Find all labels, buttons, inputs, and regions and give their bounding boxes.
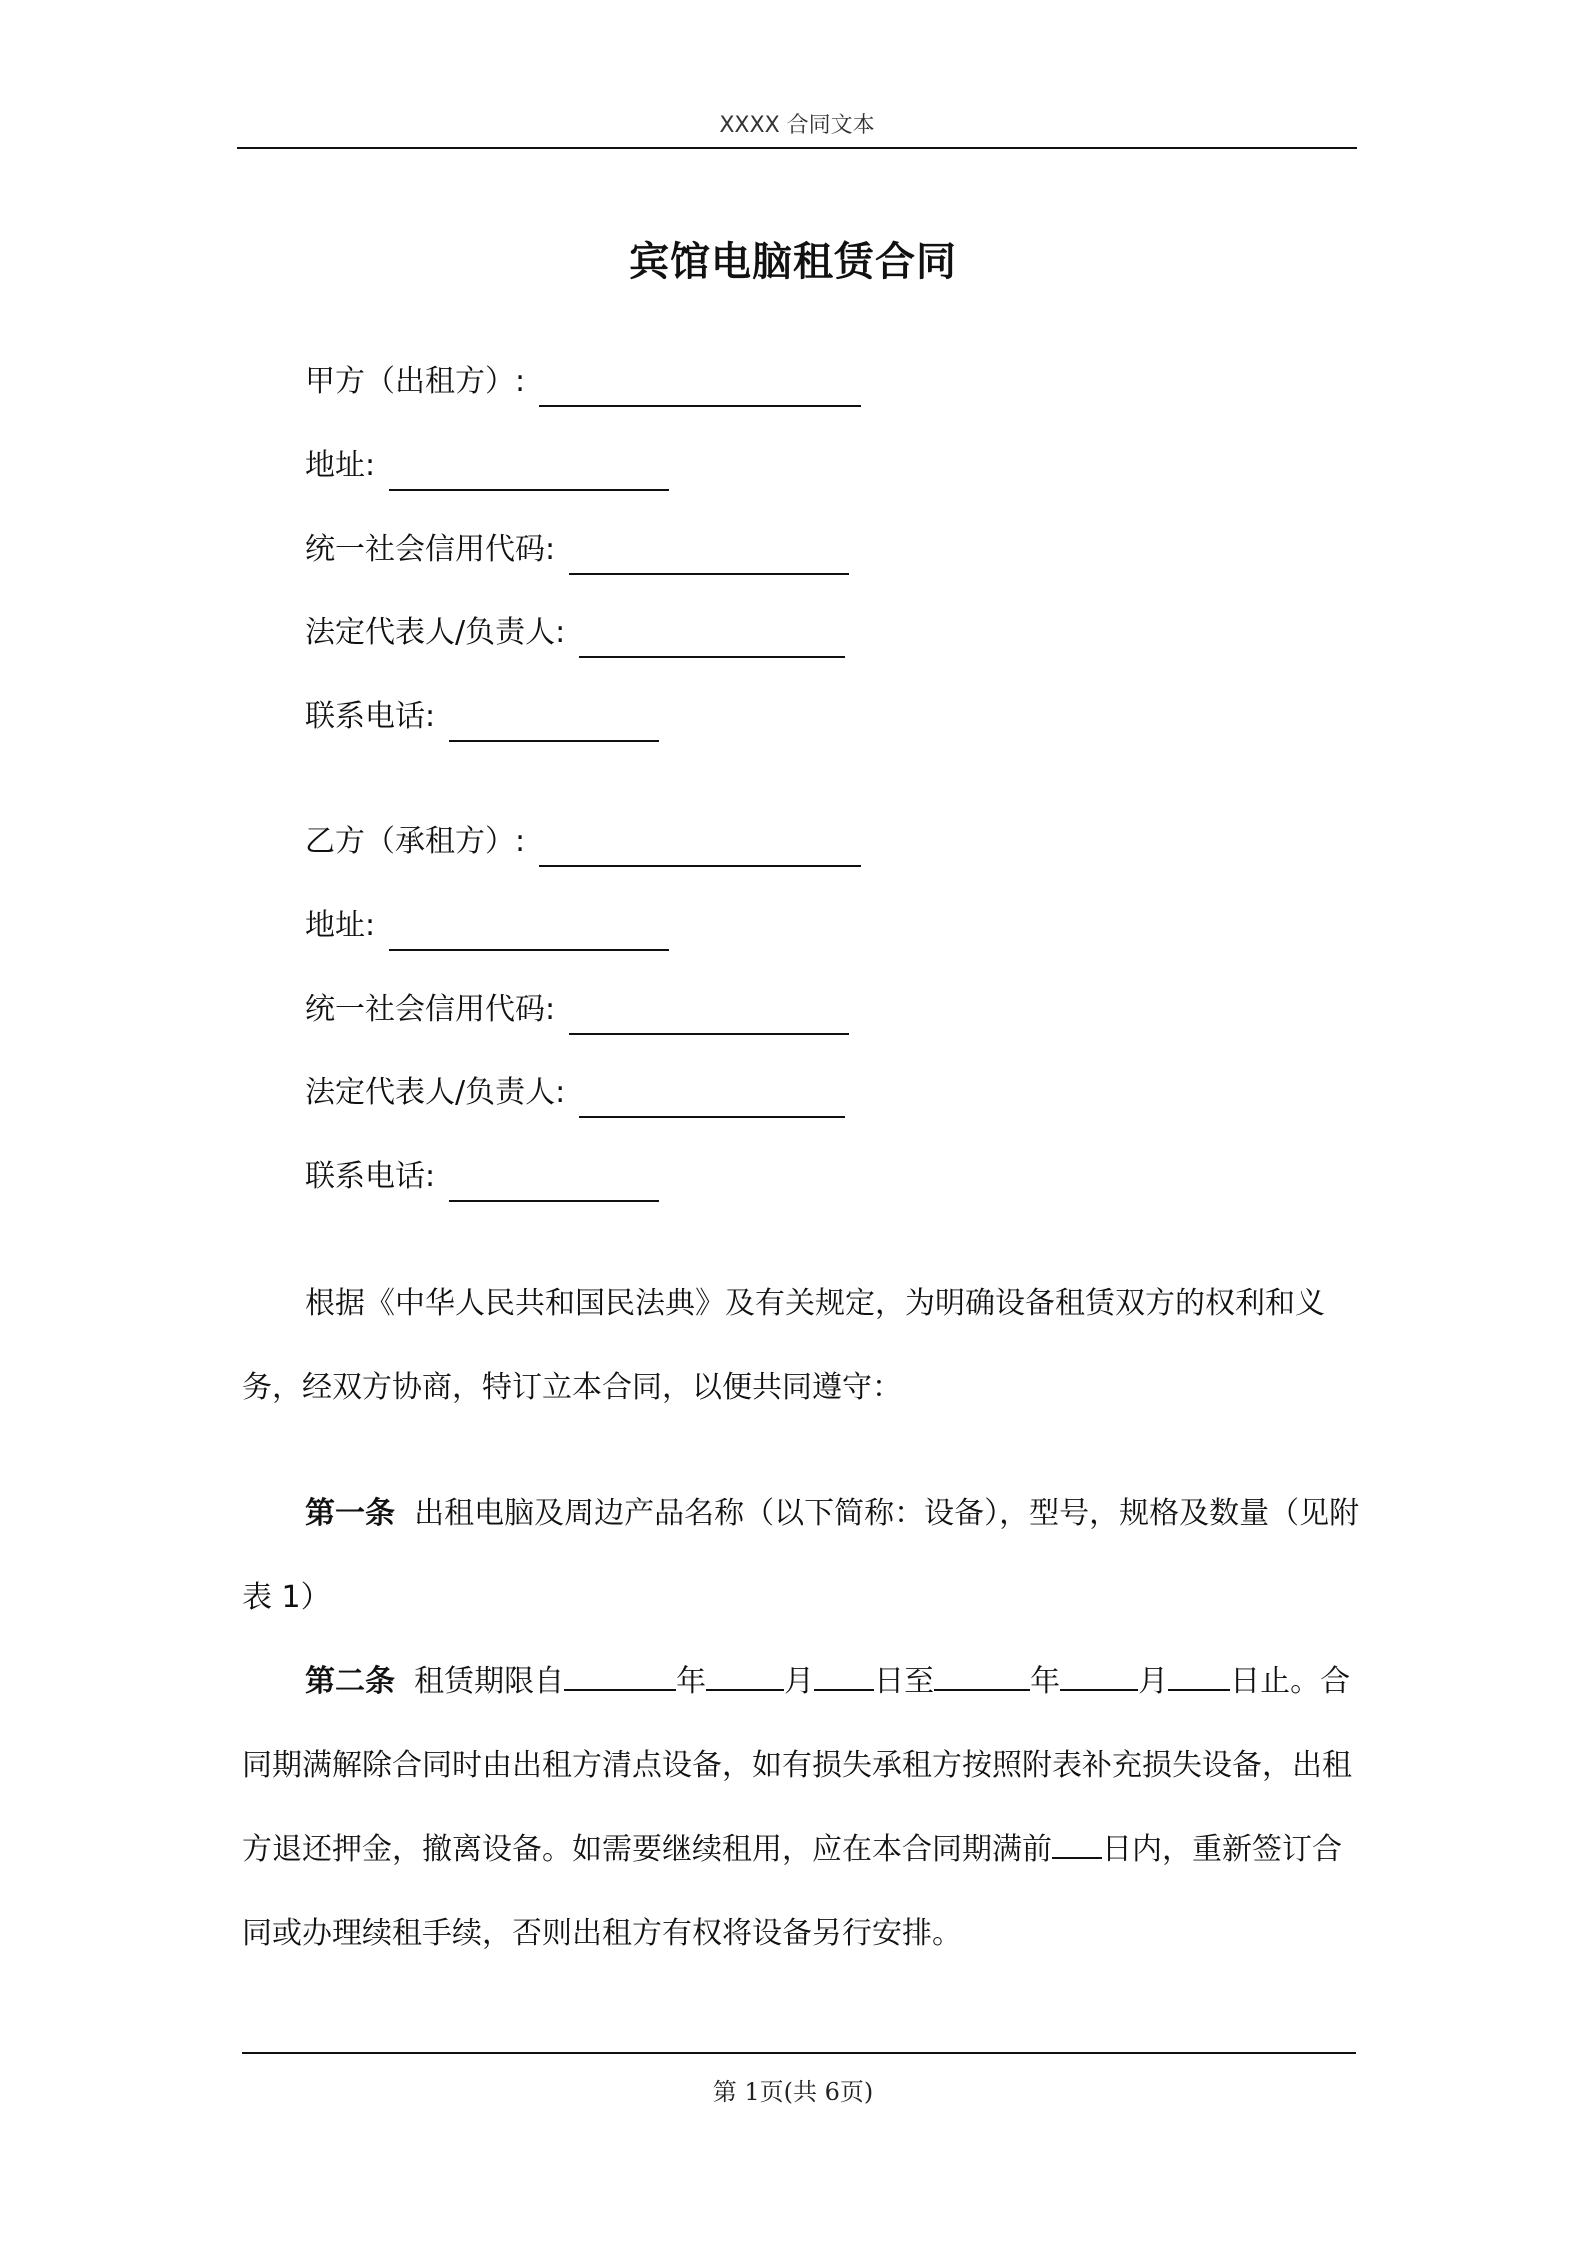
article-2-text-7: 日止。合同期满解除合同时由出租方清点设备，如有损失承租方按照附表补充损失设备，出租方退还押金，撤离设备。如需要继续租用，应在本合同期满前 (242, 1664, 1352, 1867)
party-a-address-blank (389, 455, 669, 491)
end-year-blank (934, 1655, 1030, 1691)
page-footer: 第 1页(共 6页) (712, 2078, 874, 2106)
end-day-blank (1168, 1655, 1230, 1691)
party-a-phone-label: 联系电话: (305, 699, 436, 734)
party-a-address-field (305, 441, 669, 491)
article-2-text-2: 年 (676, 1664, 707, 1699)
party-b-phone-label: 联系电话: (305, 1159, 436, 1194)
article-2-heading: 第二条 (305, 1664, 395, 1699)
article-2-text-6: 月 (1138, 1664, 1169, 1699)
party-a-representative-field (305, 608, 845, 658)
party-a-credit-code-blank (569, 539, 849, 575)
article-1 (242, 1472, 1362, 1640)
article-1-heading: 第一条 (305, 1496, 395, 1531)
party-a-representative-blank (579, 622, 845, 658)
intro-paragraph (242, 1262, 1362, 1430)
start-month-blank (706, 1655, 784, 1691)
start-year-blank (564, 1655, 676, 1691)
party-a-name-blank (539, 371, 861, 407)
party-b-phone-field (305, 1152, 659, 1202)
party-a-phone-field (305, 692, 659, 742)
party-b-credit-code-field (305, 985, 849, 1035)
party-a-name-label: 甲方（出租方）: (305, 364, 526, 399)
party-b-address-label: 地址: (305, 908, 376, 943)
article-1-text: 出租电脑及周边产品名称（以下简称：设备），型号，规格及数量（见附表 1） (242, 1496, 1360, 1615)
party-b-address-field (305, 901, 669, 951)
party-b-representative-field (305, 1068, 845, 1118)
header-divider (237, 147, 1357, 149)
article-2-text-8: 日内，重新签订合同或办理续租手续，否则出租方有权将设备另行安排。 (242, 1832, 1342, 1951)
party-a-address-label: 地址: (305, 448, 376, 483)
party-a-name-field (305, 357, 861, 407)
article-2 (242, 1640, 1362, 1976)
party-b-credit-code-blank (569, 999, 849, 1035)
footer-divider (242, 2052, 1356, 2054)
article-2-text-4: 日至 (874, 1664, 935, 1699)
party-a-phone-blank (449, 706, 659, 742)
end-month-blank (1060, 1655, 1138, 1691)
party-b-credit-code-label: 统一社会信用代码: (305, 992, 556, 1027)
article-2-text-3: 月 (784, 1664, 815, 1699)
article-2-text-1: 租赁期限自 (414, 1664, 565, 1699)
party-b-name-field (305, 817, 861, 867)
party-b-phone-blank (449, 1166, 659, 1202)
page-header: XXXX 合同文本 (719, 113, 875, 138)
party-a-representative-label: 法定代表人/负责人: (305, 615, 566, 650)
renewal-days-blank (1052, 1823, 1102, 1859)
article-2-text-5: 年 (1030, 1664, 1061, 1699)
intro-text: 根据《中华人民共和国民法典》及有关规定，为明确设备租赁双方的权利和义务，经双方协商，特订立本合同，以便共同遵守： (242, 1286, 1325, 1405)
party-a-credit-code-label: 统一社会信用代码: (305, 532, 556, 567)
party-a-credit-code-field (305, 525, 849, 575)
party-b-name-label: 乙方（承租方）: (305, 824, 526, 859)
party-b-representative-blank (579, 1082, 845, 1118)
party-b-name-blank (539, 831, 861, 867)
party-b-representative-label: 法定代表人/负责人: (305, 1075, 566, 1110)
start-day-blank (814, 1655, 874, 1691)
party-b-address-blank (389, 915, 669, 951)
document-title: 宾馆电脑租赁合同 (629, 239, 957, 285)
